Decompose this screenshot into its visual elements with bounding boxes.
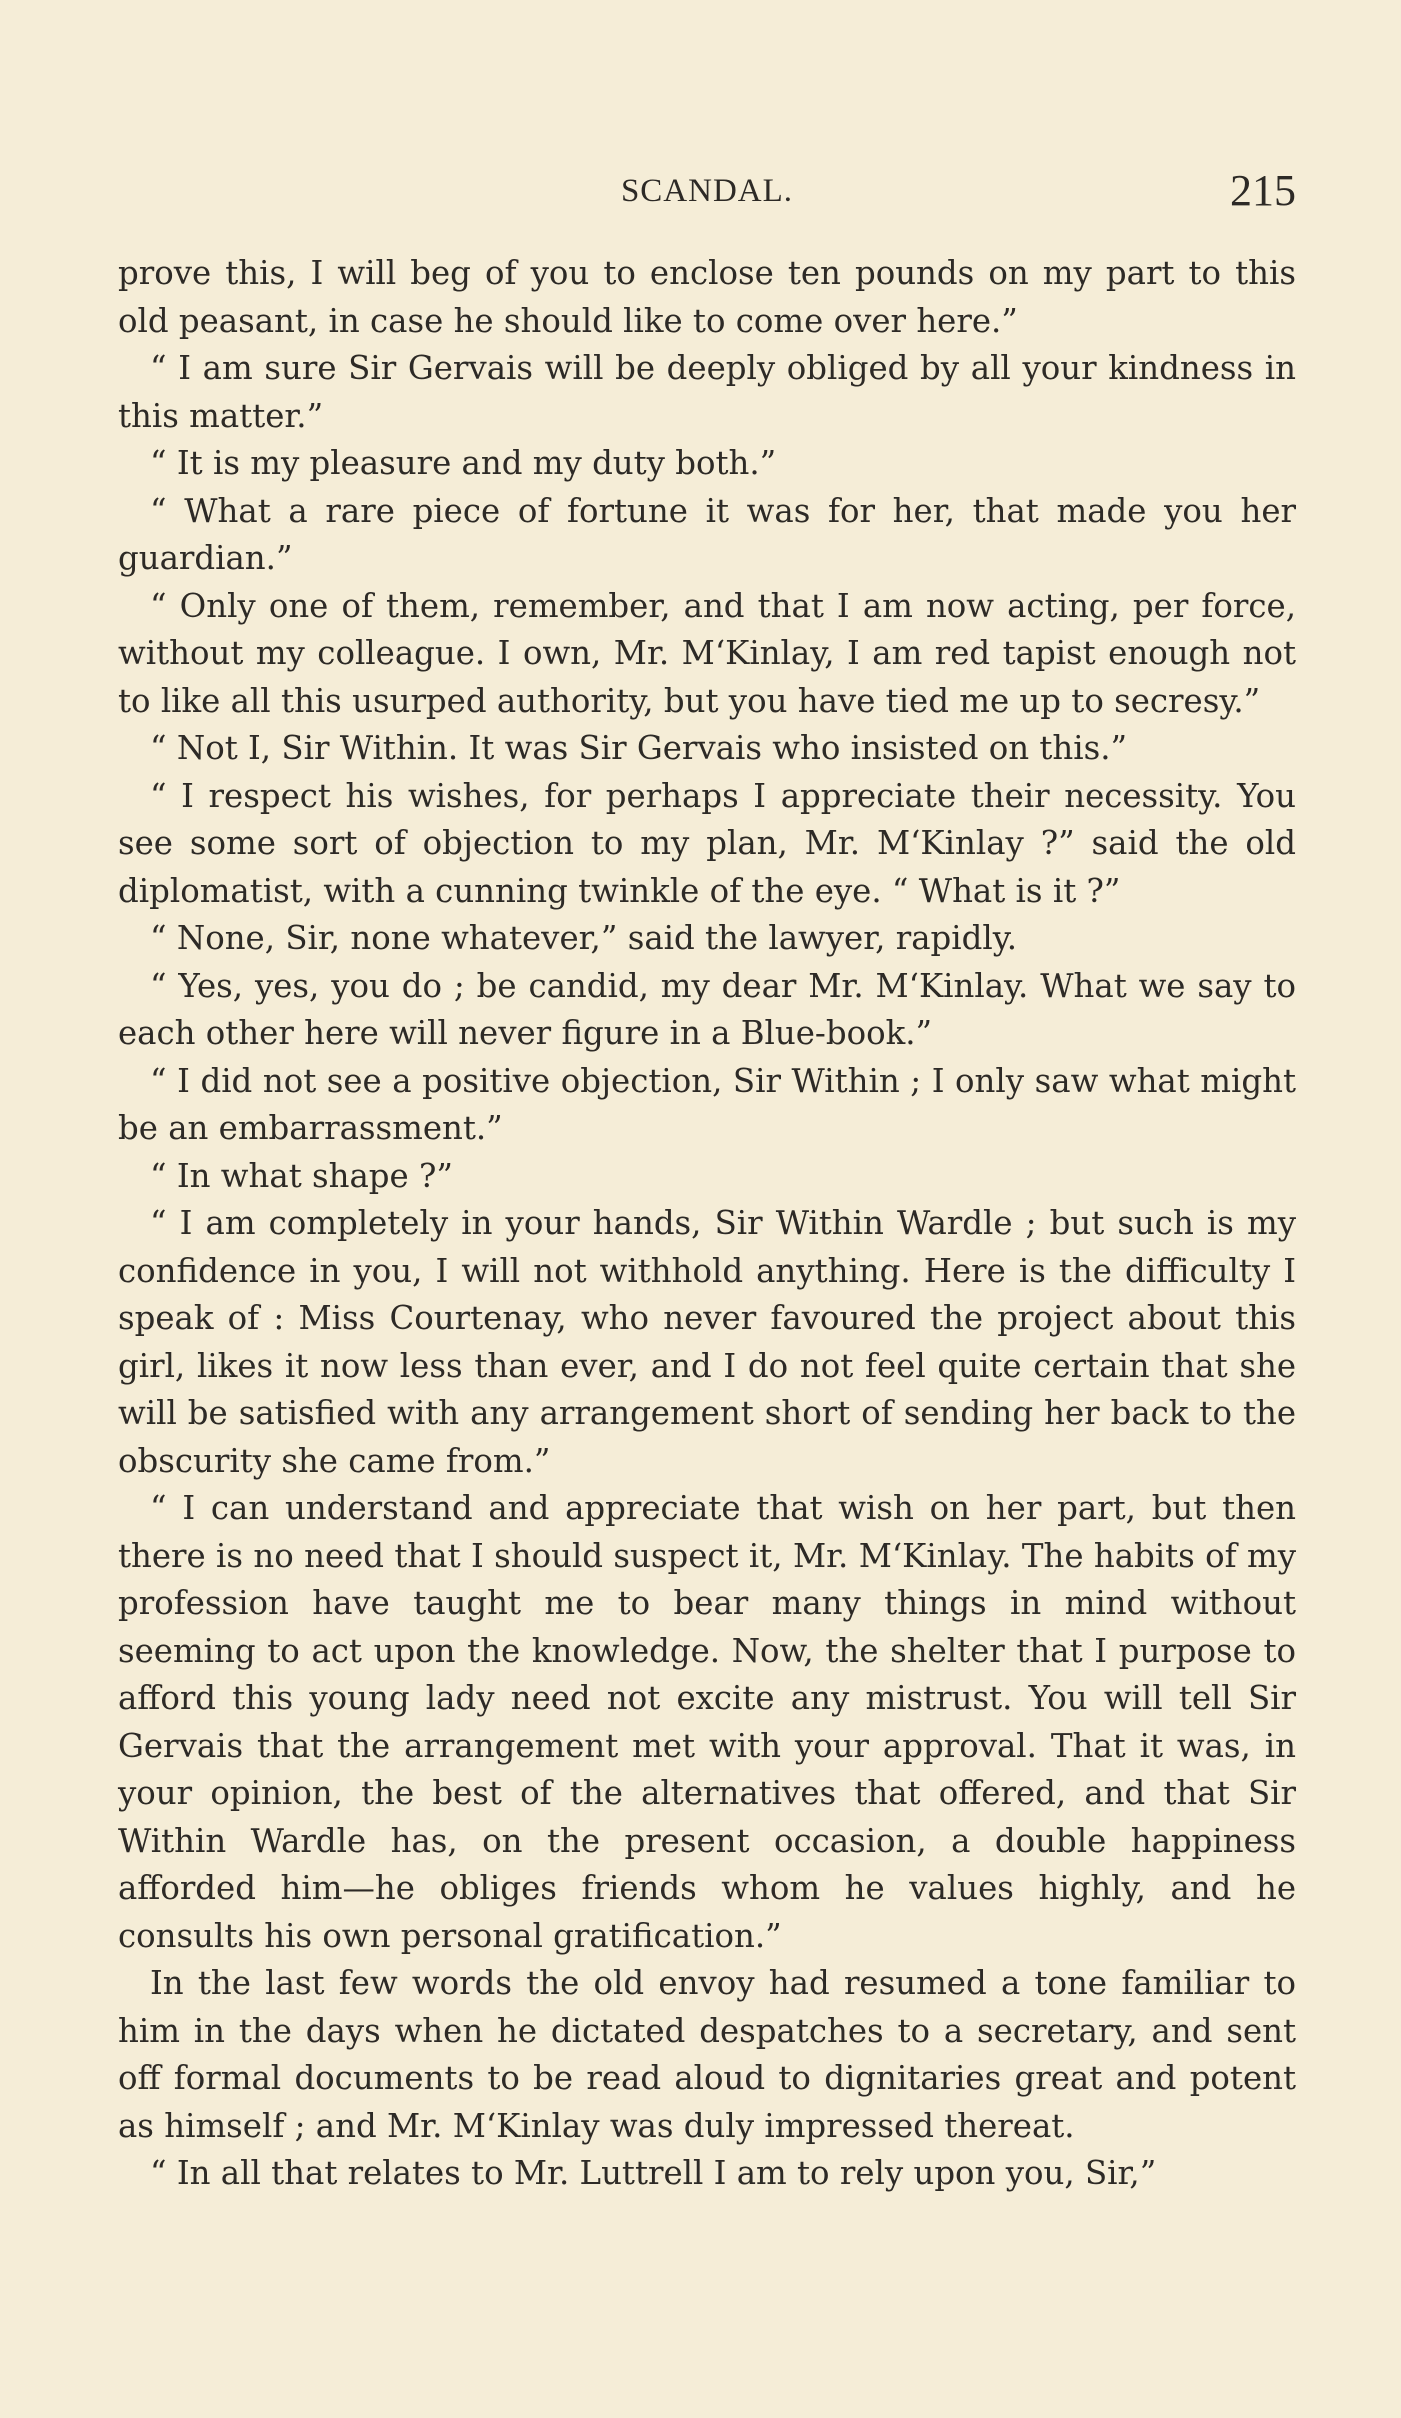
page-number: 215 <box>1230 166 1296 215</box>
paragraph: “ In all that relates to Mr. Luttrell I am to rely upon you, Sir,” <box>150 2154 1157 2192</box>
paragraph: “ I am completely in your hands, Sir Within Wardle ; but such is my confidence in you, I will not withhold anything. Here is the difficulty I speak of : Miss Courtenay, who never favoured the project about this girl, likes it now less than ever, and I do not feel quite certain that she will be satisfied with any arrangement short of sending her back to the obscurity she came from.” <box>118 1204 1296 1480</box>
paragraph: “ I did not see a positive objection, Sir Within ; I only saw what might be an embarrassment.” <box>118 1061 1296 1147</box>
paragraph: prove this, I will beg of you to enclose ten pounds on my part to this old peasant, in case he should like to come over here.” <box>118 254 1296 340</box>
paragraph: “ I respect his wishes, for perhaps I appreciate their necessity. You see some sort of objection to my plan, Mr. M‘Kinlay ?” said the old diplomatist, with a cunning twinkle of the eye. “ What is it ?” <box>118 776 1296 910</box>
paragraph: “ Yes, yes, you do ; be candid, my dear Mr. M‘Kinlay. What we say to each other here will never figure in a Blue-book.” <box>118 966 1296 1052</box>
paragraph: “ Not I, Sir Within. It was Sir Gervais who insisted on this.” <box>150 729 1128 767</box>
paragraph: “ In what shape ?” <box>150 1156 453 1195</box>
paragraph: “ I can understand and appreciate that wish on her part, but then there is no need that I should suspect it, Mr. M‘Kinlay. The habits of my profession have taught me to bear many things in mind without seeming to act upon the knowledge. Now, the shelter that I purpose to afford this young lady need not excite any mistrust. You will tell Sir Gervais that the arrangement met with your approval. That it was, in your opinion, the best of the alternatives that offered, and that Sir Within Wardle has, on the present occasion, a double happiness afforded him—he obliges friends whom he values highly, and he consults his own personal gratification.” <box>118 1489 1296 1955</box>
paragraph: “ Only one of them, remember, and that I am now acting, per force, without my colleague. I own, Mr. M‘Kinlay, I am red tapist enough not to like all this usurped authority, but you have tied me up to secresy.” <box>118 586 1296 720</box>
running-head <box>118 165 1296 215</box>
paragraph: In the last few words the old envoy had resumed a tone familiar to him in the days when he dictated despatches to a secretary, and sent off formal documents to be read aloud to dignitaries great and potent as himself ; and Mr. M‘Kinlay was duly impressed thereat. <box>118 1964 1296 2145</box>
running-title: SCANDAL. <box>620 173 794 209</box>
paragraph: “ It is my pleasure and my duty both.” <box>150 444 777 482</box>
paragraph: “ None, Sir, none whatever,” said the lawyer, rapidly. <box>150 919 1018 957</box>
paragraph: “ I am sure Sir Gervais will be deeply obliged by all your kindness in this matter.” <box>118 349 1296 435</box>
body-text <box>118 250 1296 2198</box>
paragraph: “ What a rare piece of fortune it was for her, that made you her guardian.” <box>118 491 1296 577</box>
